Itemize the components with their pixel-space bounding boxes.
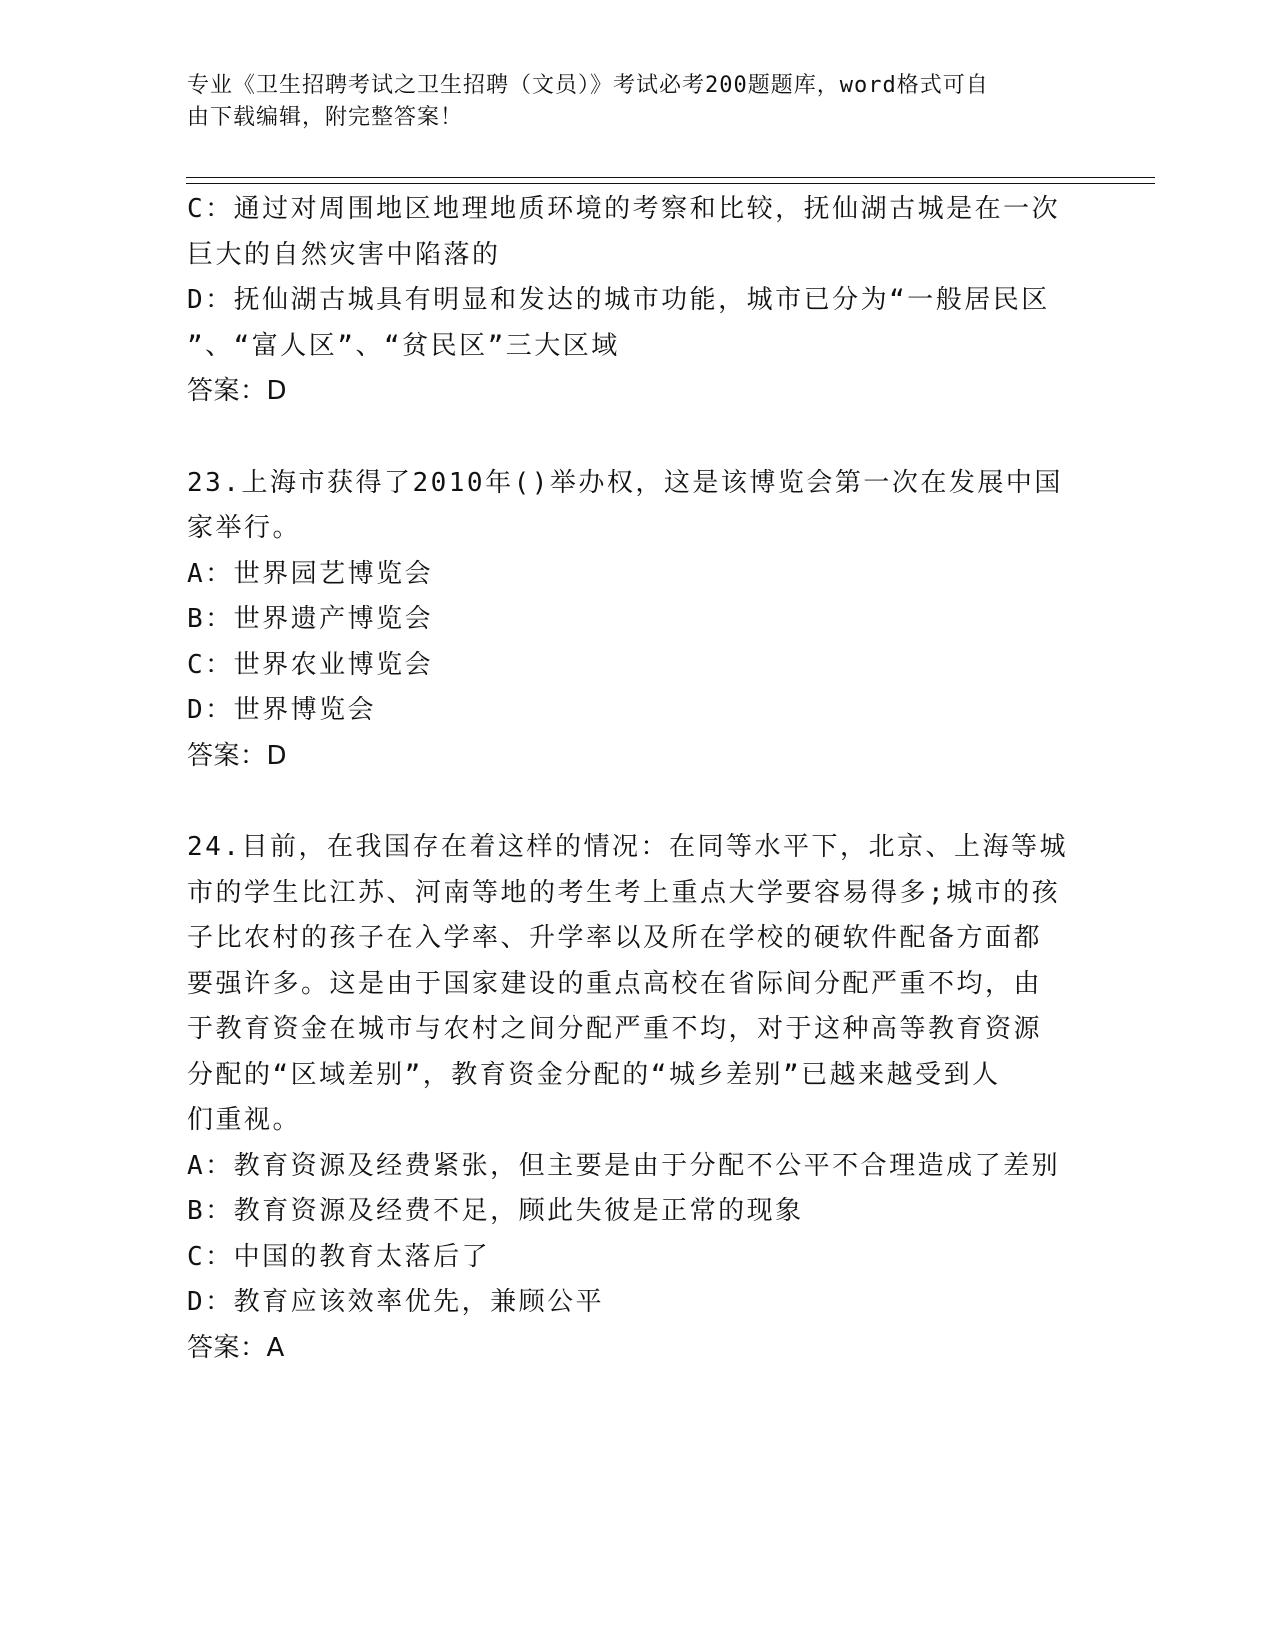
stem-line-7: 们重视。 (187, 1105, 302, 1135)
question-23 (187, 461, 1087, 780)
question-22 (187, 187, 1087, 415)
answer-22: 答案：D (187, 376, 288, 406)
option-b: B：教育资源及经费不足，顾此失彼是正常的现象 (187, 1196, 804, 1226)
question-spacer (187, 415, 1087, 461)
option-c: C：中国的教育太落后了 (187, 1241, 491, 1272)
option-b: B：世界遗产博览会 (187, 604, 434, 634)
option-a: A：世界园艺博览会 (187, 558, 434, 589)
stem-line-5: 于教育资金在城市与农村之间分配严重不均，对于这种高等教育资源 (187, 1014, 1043, 1044)
document-header (187, 70, 1077, 134)
stem-line-6: 分配的“区域差别”，教育资金分配的“城乡差别”已越来越受到人 (187, 1059, 1001, 1090)
stem-line-2: 市的学生比江苏、河南等地的考生考上重点大学要容易得多;城市的孩 (187, 877, 1061, 908)
stem-line-2: 家举行。 (187, 513, 302, 543)
option-c-line-1: C：通过对周围地区地理地质环境的考察和比较，抚仙湖古城是在一次 (187, 194, 1061, 224)
header-rule-top (186, 177, 1155, 178)
option-c: C：世界农业博览会 (187, 649, 434, 680)
option-d-line-2: ”、“富人区”、“贫民区”三大区域 (187, 330, 620, 361)
option-d: D：教育应该效率优先，兼顾公平 (187, 1287, 605, 1317)
stem-line-1: 24.目前，在我国存在着这样的情况：在同等水平下，北京、上海等城 (187, 832, 1068, 862)
option-d: D：世界博览会 (187, 695, 377, 725)
question-24 (187, 825, 1087, 1371)
option-a: A：教育资源及经费紧张，但主要是由于分配不公平不合理造成了差别 (187, 1150, 1061, 1181)
answer-23: 答案：D (187, 740, 288, 771)
header-line-2: 由下载编辑，附完整答案！ (187, 105, 464, 130)
stem-line-1: 23.上海市获得了2010年()举办权，这是该博览会第一次在发展中国 (187, 467, 1063, 498)
question-content (187, 187, 1087, 1371)
option-d-line-1: D：抚仙湖古城具有明显和发达的城市功能，城市已分为“一般居民区 (187, 285, 1050, 315)
question-spacer (187, 779, 1087, 825)
option-c-line-2: 巨大的自然灾害中陷落的 (187, 239, 501, 270)
stem-line-4: 要强许多。这是由于国家建设的重点高校在省际间分配严重不均，由 (187, 968, 1043, 999)
answer-24: 答案：A (187, 1332, 285, 1363)
stem-line-3: 子比农村的孩子在入学率、升学率以及所在学校的硬软件配备方面都 (187, 923, 1043, 953)
header-rule-bottom (186, 183, 1155, 184)
header-line-1: 专业《卫生招聘考试之卫生招聘（文员）》考试必考200题题库，word格式可自 (187, 73, 989, 98)
